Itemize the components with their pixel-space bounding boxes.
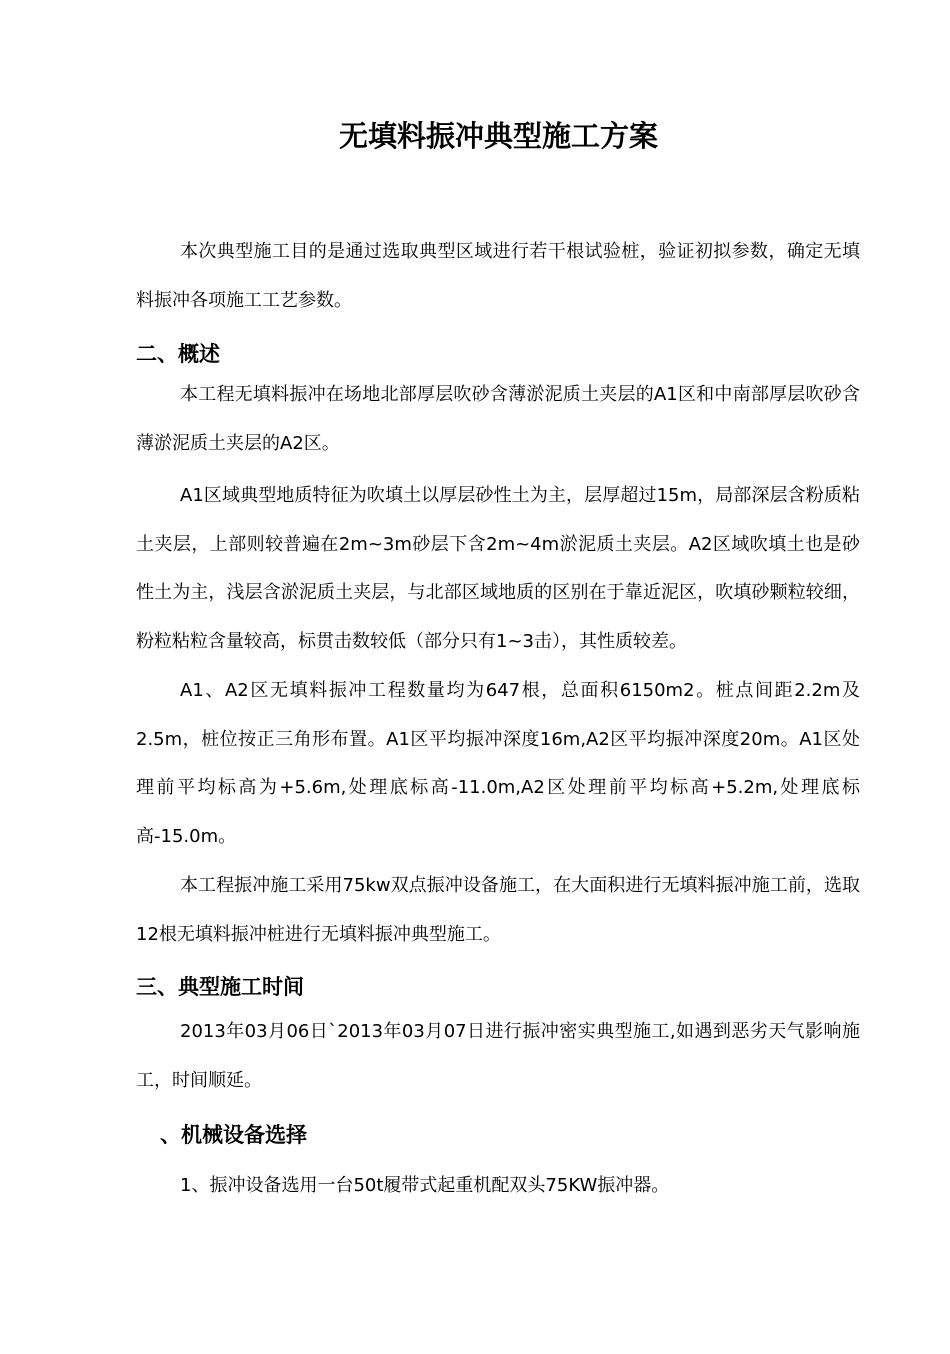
section-heading-equipment: 、机械设备选择 [160,1123,307,1147]
document-title: 无填料振冲典型施工方案 [338,119,658,153]
overview-paragraph-2: A1区域典型地质特征为吹填土以厚层砂性土为主，层厚超过15m，局部深层含粉质粘土夹层，上部则较普遍在2m~3m砂层下含2m~4m淤泥质土夹层。A2区域吹填土也是砂性土为主，浅层含淤泥质土夹层，与北部区域地质的区别在于靠近泥区，吹填砂颗粒较细，粉粒粘粒含量较高，标贯击数较低（部分只有1~3击），其性质较差。 [136,485,860,652]
overview-paragraph-3: A1、A2区无填料振冲工程数量均为647根，总面积6150m2。桩点间距2.2m及2.5m，桩位按正三角形布置。A1区平均振冲深度16m,A2区平均振冲深度20m。A1区处理前平均标高为+5.6m,处理底标高-11.0m,A2区处理前平均标高+5.2m,处理底标高-15.0m。 [136,680,860,847]
intro-paragraph: 本次典型施工目的是通过选取典型区域进行若干根试验桩，验证初拟参数，确定无填料振冲各项施工工艺参数。 [136,241,860,311]
section-heading-schedule: 三、典型施工时间 [136,975,304,999]
section-heading-overview: 二、概述 [136,342,220,366]
overview-paragraph-4: 本工程振冲施工采用75kw双点振冲设备施工，在大面积进行无填料振冲施工前，选取12根无填料振冲桩进行无填料振冲典型施工。 [136,875,860,945]
schedule-paragraph: 2013年03月06日`2013年03月07日进行振冲密实典型施工,如遇到恶劣天气影响施工，时间顺延。 [136,1021,860,1091]
overview-paragraph-1: 本工程无填料振冲在场地北部厚层吹砂含薄淤泥质土夹层的A1区和中南部厚层吹砂含薄淤泥质土夹层的A2区。 [136,384,860,454]
equipment-paragraph: 1、振冲设备选用一台50t履带式起重机配双头75KW振冲器。 [180,1175,670,1196]
